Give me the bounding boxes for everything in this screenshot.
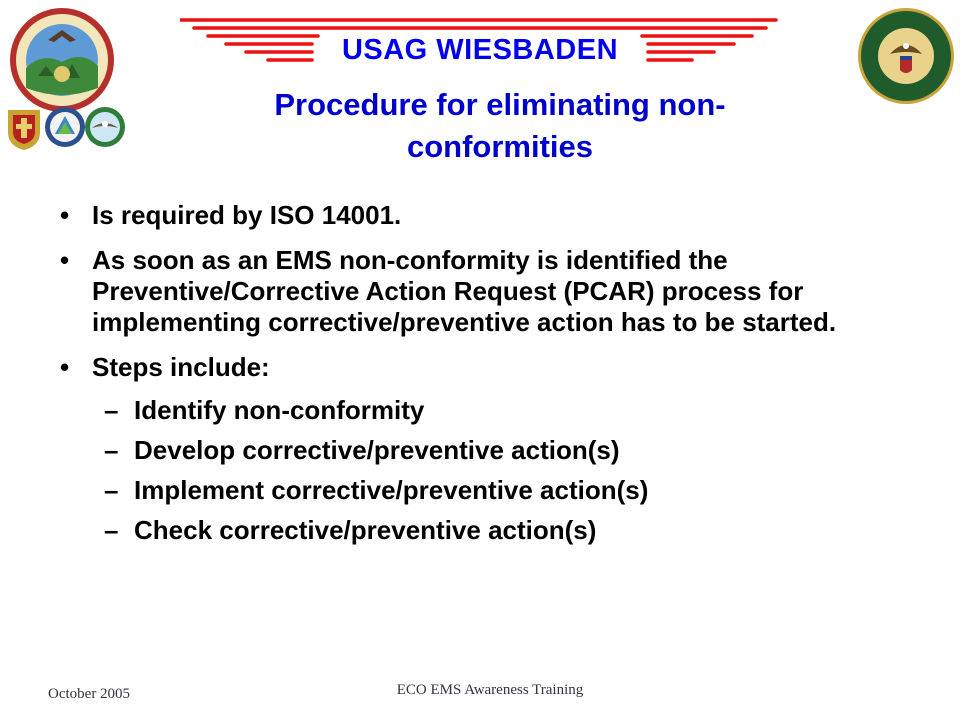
step-text: Implement corrective/preventive action(s) [134, 475, 649, 505]
slide-title-line-1: Procedure for eliminating non- [274, 87, 726, 122]
bullet-list [60, 200, 910, 560]
steps-list [92, 395, 910, 546]
installation-seal-icon [8, 6, 116, 114]
bullet-text: Steps include: [92, 352, 270, 382]
eagle-seal-icon [84, 106, 126, 148]
bullet-item [60, 200, 910, 231]
bullet-marker: • [60, 352, 70, 382]
step-item [92, 435, 910, 466]
step-item [92, 475, 910, 506]
step-text: Check corrective/preventive action(s) [134, 515, 597, 545]
step-marker: – [104, 475, 119, 505]
bullet-item [60, 352, 910, 546]
footer-center-text: ECO EMS Awareness Training [396, 682, 584, 698]
bullet-marker: • [60, 245, 70, 275]
footer-date: October 2005 [48, 686, 131, 702]
environmental-seal-icon [44, 106, 86, 148]
bullet-marker: • [60, 200, 70, 230]
step-marker: – [104, 435, 119, 465]
step-item [92, 395, 910, 426]
bullet-item [60, 245, 910, 338]
us-army-garrison-hessen-seal-icon [856, 6, 956, 106]
banner-title: USAG WIESBADEN [341, 34, 619, 66]
slide-title [200, 84, 800, 168]
slide-title-line-2: conformities [406, 129, 594, 164]
step-item [92, 515, 910, 546]
step-marker: – [104, 515, 119, 545]
banner [180, 14, 780, 76]
bullet-text: As soon as an EMS non-conformity is identified the Preventive/Corrective Action Request (PCAR) process for implementing corrective/preventive action has to be started. [92, 245, 837, 337]
bullet-text: Is required by ISO 14001. [92, 200, 402, 230]
step-text: Identify non-conformity [134, 395, 425, 425]
step-marker: – [104, 395, 119, 425]
step-text: Develop corrective/preventive action(s) [134, 435, 620, 465]
army-emblem-icon [4, 106, 44, 152]
